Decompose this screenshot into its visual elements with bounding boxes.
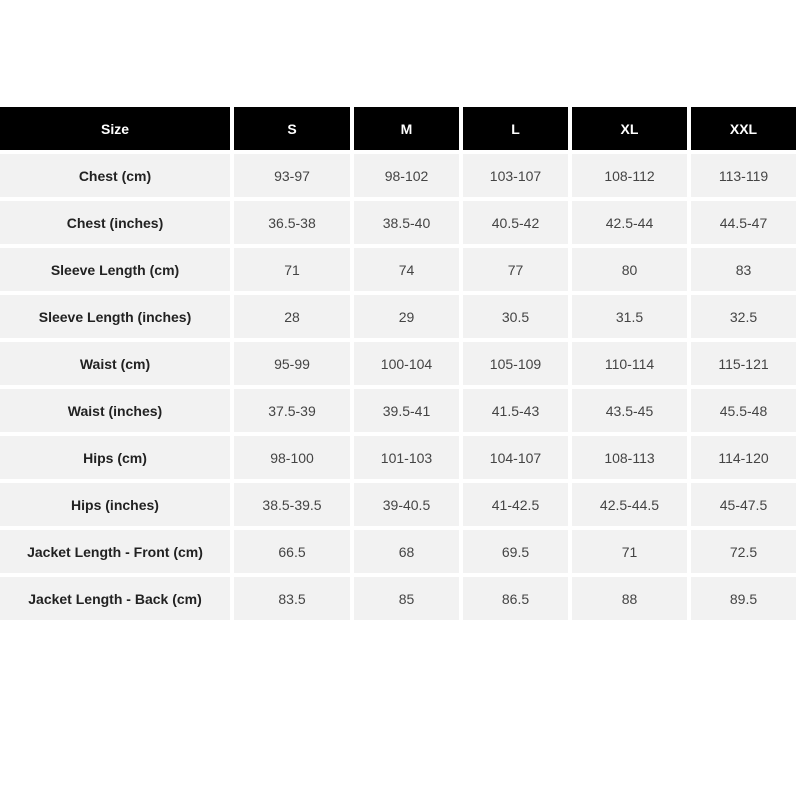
row-label: Jacket Length - Back (cm)	[0, 577, 230, 620]
table-cell: 86.5	[463, 577, 568, 620]
header-size: Size	[0, 107, 230, 150]
table-cell: 32.5	[691, 295, 796, 338]
table-cell: 95-99	[234, 342, 350, 385]
table-cell: 93-97	[234, 154, 350, 197]
table-cell: 83.5	[234, 577, 350, 620]
row-label: Waist (inches)	[0, 389, 230, 432]
table-cell: 41-42.5	[463, 483, 568, 526]
table-cell: 85	[354, 577, 459, 620]
table-cell: 114-120	[691, 436, 796, 479]
table-cell: 41.5-43	[463, 389, 568, 432]
table-cell: 37.5-39	[234, 389, 350, 432]
table-cell: 42.5-44	[572, 201, 687, 244]
table-cell: 108-113	[572, 436, 687, 479]
table-cell: 69.5	[463, 530, 568, 573]
table-cell: 45-47.5	[691, 483, 796, 526]
table-cell: 77	[463, 248, 568, 291]
row-label: Jacket Length - Front (cm)	[0, 530, 230, 573]
row-label: Chest (inches)	[0, 201, 230, 244]
table-cell: 100-104	[354, 342, 459, 385]
table-cell: 71	[572, 530, 687, 573]
header-m: M	[354, 107, 459, 150]
table-cell: 108-112	[572, 154, 687, 197]
table-cell: 115-121	[691, 342, 796, 385]
table-cell: 71	[234, 248, 350, 291]
table-cell: 101-103	[354, 436, 459, 479]
table-cell: 66.5	[234, 530, 350, 573]
table-cell: 80	[572, 248, 687, 291]
table-cell: 110-114	[572, 342, 687, 385]
table-cell: 39-40.5	[354, 483, 459, 526]
row-label: Waist (cm)	[0, 342, 230, 385]
table-cell: 105-109	[463, 342, 568, 385]
table-cell: 89.5	[691, 577, 796, 620]
table-cell: 43.5-45	[572, 389, 687, 432]
table-cell: 68	[354, 530, 459, 573]
table-cell: 39.5-41	[354, 389, 459, 432]
table-cell: 31.5	[572, 295, 687, 338]
table-cell: 36.5-38	[234, 201, 350, 244]
row-label: Sleeve Length (cm)	[0, 248, 230, 291]
table-cell: 28	[234, 295, 350, 338]
table-cell: 38.5-39.5	[234, 483, 350, 526]
table-cell: 44.5-47	[691, 201, 796, 244]
row-label: Sleeve Length (inches)	[0, 295, 230, 338]
table-cell: 42.5-44.5	[572, 483, 687, 526]
table-cell: 103-107	[463, 154, 568, 197]
table-cell: 113-119	[691, 154, 796, 197]
table-cell: 104-107	[463, 436, 568, 479]
row-label: Hips (cm)	[0, 436, 230, 479]
table-cell: 40.5-42	[463, 201, 568, 244]
header-xl: XL	[572, 107, 687, 150]
table-cell: 74	[354, 248, 459, 291]
table-cell: 98-102	[354, 154, 459, 197]
row-label: Hips (inches)	[0, 483, 230, 526]
table-cell: 29	[354, 295, 459, 338]
table-cell: 98-100	[234, 436, 350, 479]
table-cell: 72.5	[691, 530, 796, 573]
table-cell: 30.5	[463, 295, 568, 338]
table-cell: 88	[572, 577, 687, 620]
header-xxl: XXL	[691, 107, 796, 150]
table-cell: 45.5-48	[691, 389, 796, 432]
row-label: Chest (cm)	[0, 154, 230, 197]
header-l: L	[463, 107, 568, 150]
table-cell: 83	[691, 248, 796, 291]
table-cell: 38.5-40	[354, 201, 459, 244]
header-s: S	[234, 107, 350, 150]
size-chart-table	[0, 107, 800, 620]
